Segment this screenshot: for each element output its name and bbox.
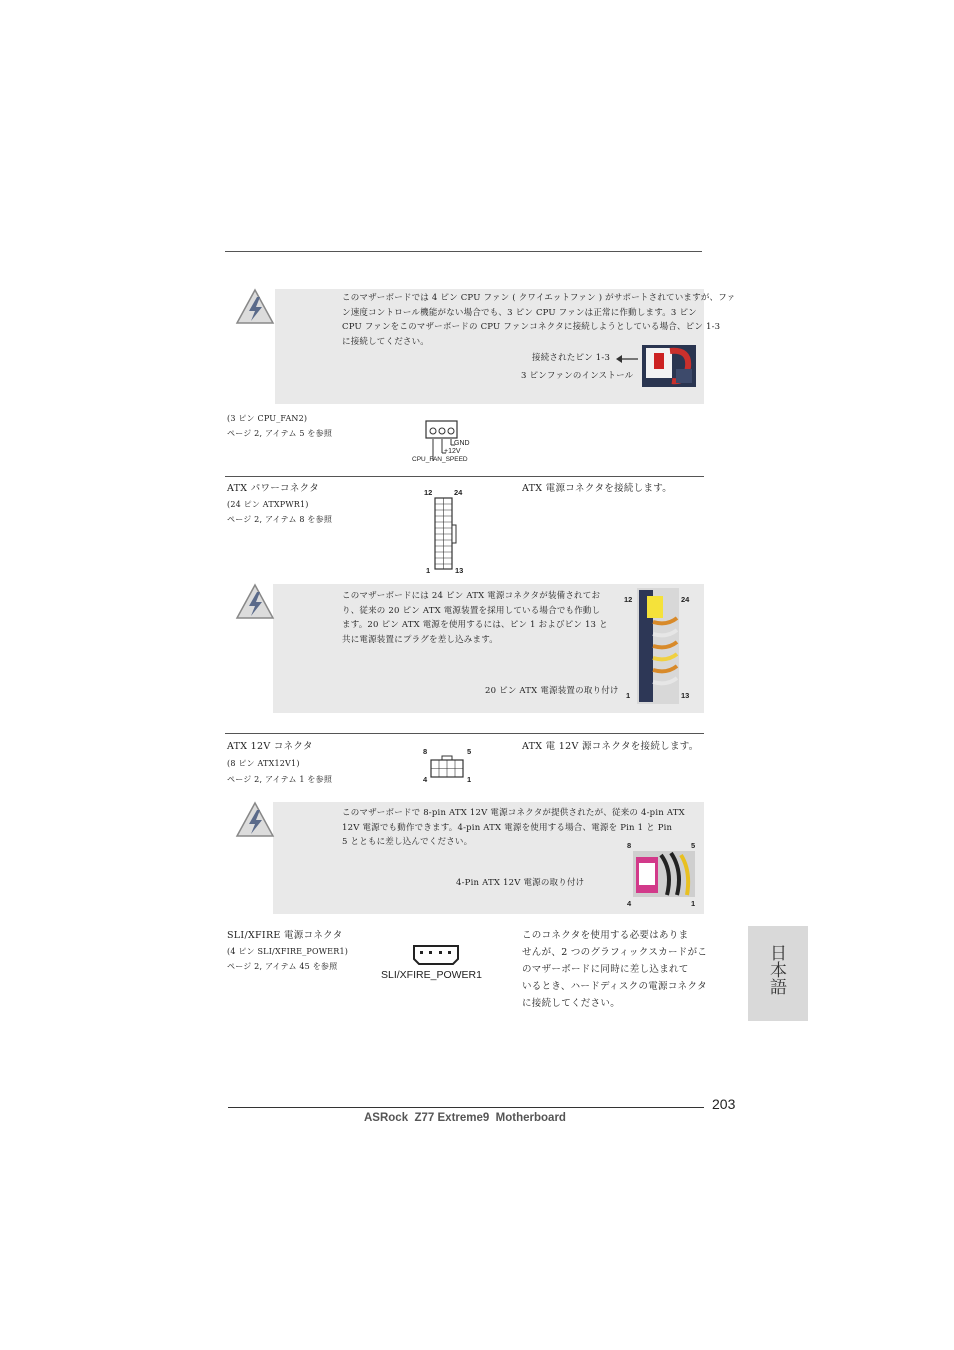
note-line: ます。20 ピン ATX 電源を使用するには、ピン 1 およびピン 13 と (342, 620, 608, 630)
fan-speed-label: CPU_FAN_SPEED (412, 456, 468, 463)
note-atx-power-text (342, 589, 608, 647)
pin-caption: 接続されたピン 1-3 (532, 353, 611, 363)
atx-power-ref: ページ 2, アイテム 8 を参照 (227, 515, 333, 524)
install-caption-4pin: 4-Pin ATX 12V 電源の取り付け (456, 878, 585, 888)
gnd-label: GND (454, 440, 470, 447)
desc-line: に接続してください。 (522, 998, 621, 1009)
note-line: り、従来の 20 ピン ATX 電源装置を採用している場合でも作動し (342, 605, 601, 616)
pin-number: 12 (424, 488, 433, 497)
pin-number: 5 (467, 747, 472, 756)
cpu-fan2-connector-diagram (424, 419, 460, 441)
atx-12v-title: ATX 12V コネクタ (227, 741, 313, 752)
pin-number: 1 (426, 566, 431, 575)
desc-line: せんが、2 つのグラフィックスカードがこ (522, 947, 708, 958)
atx-8pin-connector-diagram (429, 755, 465, 779)
warning-icon (235, 801, 275, 839)
pin-number: 13 (455, 566, 464, 575)
cpu-fan2-sub: (3 ピン CPU_FAN2) (227, 414, 308, 423)
note-line: ン速度コントロール機能がない場合でも、3 ピン CPU ファンは正常に作動します。3 ピン (342, 307, 697, 318)
note-line: このマザーボードには 24 ピン ATX 電源コネクタが装備されてお (342, 591, 601, 601)
desc-line: いるとき、ハードディスクの電源コネクタ (522, 981, 707, 992)
pin-number: 13 (681, 691, 690, 700)
desc-line: このコネクタを使用する必要はありま (522, 930, 689, 941)
pin-number: 12 (624, 595, 633, 604)
atx-24pin-connector-diagram (434, 497, 458, 570)
footer-title: ASRock Z77 Extreme9 Motherboard (364, 1112, 566, 1124)
install-caption-3pin: 3 ピンファンのインストール (521, 371, 634, 381)
section-rule (225, 476, 704, 477)
pin-number: 24 (454, 488, 463, 497)
language-side-tab (748, 926, 808, 1021)
language-label: 日本語 (766, 944, 786, 995)
warning-icon (235, 288, 275, 326)
atx-12v-ref: ページ 2, アイテム 1 を参照 (227, 775, 333, 784)
pin-number: 24 (681, 595, 690, 604)
note-line: このマザーボードで 8-pin ATX 12V 電源コネクタが提供されたが、従来の 4-pin ATX (342, 808, 685, 818)
note-atx-12v-text (342, 806, 685, 850)
atx-power-title: ATX パワーコネクタ (227, 483, 320, 494)
pin-number: 4 (423, 775, 428, 784)
sli-title: SLI/XFIRE 電源コネクタ (227, 930, 343, 941)
section-rule (225, 733, 704, 734)
pin-number: 4 (627, 899, 632, 908)
pin-number: 8 (627, 841, 632, 850)
top-rule (225, 251, 702, 252)
note-line: 5 とともに差し込んでください。 (342, 837, 473, 847)
atx-power-desc: ATX 電源コネクタを接続します。 (522, 483, 673, 494)
note-line: 共に電源装置にプラグを差し込みます。 (342, 634, 498, 645)
pin-number: 8 (423, 747, 428, 756)
pin-number: 5 (691, 841, 696, 850)
footer-rule (228, 1107, 704, 1108)
cpu-fan2-ref: ページ 2, アイテム 5 を参照 (227, 429, 333, 438)
note-line: に接続してください。 (342, 336, 430, 347)
pin-number: 1 (467, 775, 472, 784)
atx-4pin-install-photo (633, 851, 695, 897)
fan-install-photo (642, 345, 696, 387)
sli-connector-label: SLI/XFIRE_POWER1 (381, 969, 482, 981)
note-line: 12V 電源でも動作できます。4-pin ATX 電源を使用する場合、電源を Pin 1 と Pin (342, 822, 673, 833)
atx-12v-sub: (8 ピン ATX12V1) (227, 759, 300, 768)
sli-connector-diagram (411, 944, 461, 966)
page-number: 203 (712, 1096, 736, 1112)
v12-label: +12V (444, 448, 461, 455)
sli-desc (522, 927, 707, 1012)
note-line: このマザーボードでは 4 ピン CPU ファン ( クワイエットファン ) がサポートされていますが、ファ (342, 293, 736, 303)
sli-ref: ページ 2, アイテム 45 を参照 (227, 962, 338, 971)
atx-power-sub: (24 ピン ATXPWR1) (227, 500, 309, 509)
arrow-left-icon (616, 354, 638, 364)
pin-number: 1 (626, 691, 631, 700)
pin-number: 1 (691, 899, 696, 908)
install-caption-20pin: 20 ピン ATX 電源装置の取り付け (485, 686, 619, 696)
note-cpu-fan-text (342, 291, 736, 349)
desc-line: のマザーボードに同時に差し込まれて (522, 964, 689, 975)
atx-12v-desc: ATX 電 12V 源コネクタを接続します。 (522, 741, 699, 752)
atx-20pin-install-photo (637, 588, 679, 704)
warning-icon (235, 583, 275, 621)
note-line: CPU ファンをこのマザーボードの CPU ファンコネクタに接続しようとしている場合、ピン 1-3 (342, 322, 721, 332)
sli-sub: (4 ピン SLI/XFIRE_POWER1) (227, 947, 349, 956)
